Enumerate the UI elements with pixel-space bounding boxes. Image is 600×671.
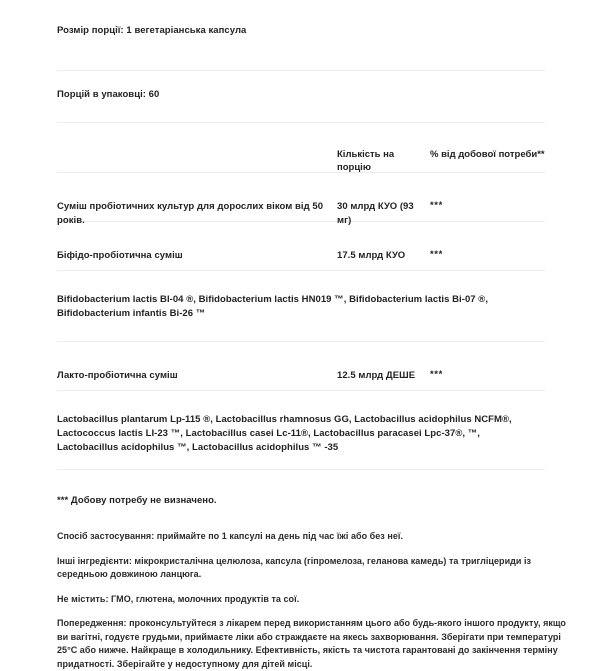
ingredient-daily-value: *** <box>430 249 443 260</box>
other-ingredients-text: Інші інгредієнти: мікрокристалічна целюлоза, капсула (гіпромелоза, геланова камедь) та тригліцериди із середньою довжиною ланцюга. <box>57 555 532 579</box>
table-row <box>57 342 545 391</box>
ingredient-amount: 17.5 млрд КУО <box>337 250 406 261</box>
column-header-daily-value: % від добової потреби** <box>430 149 545 160</box>
ingredient-daily-value: *** <box>430 200 443 211</box>
table-row-strain-list <box>57 271 545 342</box>
daily-value-footnote: *** Добову потребу не визначено. <box>57 495 217 506</box>
supplement-facts-table <box>57 0 545 516</box>
warning-text: Попередження: проконсультуйтеся з лікарем перед використанням цього або будь-якого іншого продукту, якщо ви вагітні, годуєте грудьми, приймаєте ліки або страждаєте на якесь захворювання. Зберігати при температурі 25°C або нижче. Найкраще в холодильнику. Ефективність, якість та чистота гарантовані до закінчення терміну придатності. Зберігайте у недоступному для дітей місці. <box>57 618 566 669</box>
table-header-row <box>57 123 545 173</box>
servings-per-container-label: Порцій в упаковці: 60 <box>57 89 160 100</box>
bifido-strain-list: Bifidobacterium lactis Bl-04 ®, Bifidobacterium lactis HN019 ™, Bifidobacterium lactis Bi-07 ®, Bifidobacterium infantis Bi-26 ™ <box>57 294 489 319</box>
serving-size-row <box>57 18 545 71</box>
ingredient-name: Лакто-пробіотична суміш <box>57 370 178 381</box>
ingredient-name: Біфідо-пробіотична суміш <box>57 250 183 261</box>
product-notes <box>57 516 566 671</box>
table-row <box>57 222 545 271</box>
table-row <box>57 173 545 226</box>
directions-text: Спосіб застосування: приймайте по 1 капсулі на день під час їжі або без неї. <box>57 531 403 541</box>
column-header-amount-per-serving: Кількість на порцію <box>337 149 395 173</box>
ingredient-amount: 30 млрд КУО (93 мг) <box>337 201 414 226</box>
daily-value-footnote-row <box>57 470 545 516</box>
ingredient-daily-value: *** <box>430 369 443 380</box>
table-row-strain-list <box>57 391 545 470</box>
serving-size-label: Розмір порції: 1 вегетаріанська капсула <box>57 25 247 36</box>
lacto-strain-list: Lactobacillus plantarum Lp-115 ®, Lactobacillus rhamnosus GG, Lactobacillus acidophilus NCFM®, Lactococcus lactis LI-23 ™, Lactobacillus casei Lc-11®, Lactobacillus paracasei Lpc-37®, ™, Lactobacillus acidophilus ™, Lactobacillus acidophilus ™ -35 <box>57 414 512 453</box>
free-from-text: Не містить: ГМО, глютена, молочних продуктів та сої. <box>57 593 300 604</box>
servings-per-container-row <box>57 71 545 123</box>
ingredient-amount: 12.5 млрд ДЕШЕ <box>337 370 416 381</box>
ingredient-name: Суміш пробіотичних культур для дорослих віком від 50 років. <box>57 201 324 226</box>
